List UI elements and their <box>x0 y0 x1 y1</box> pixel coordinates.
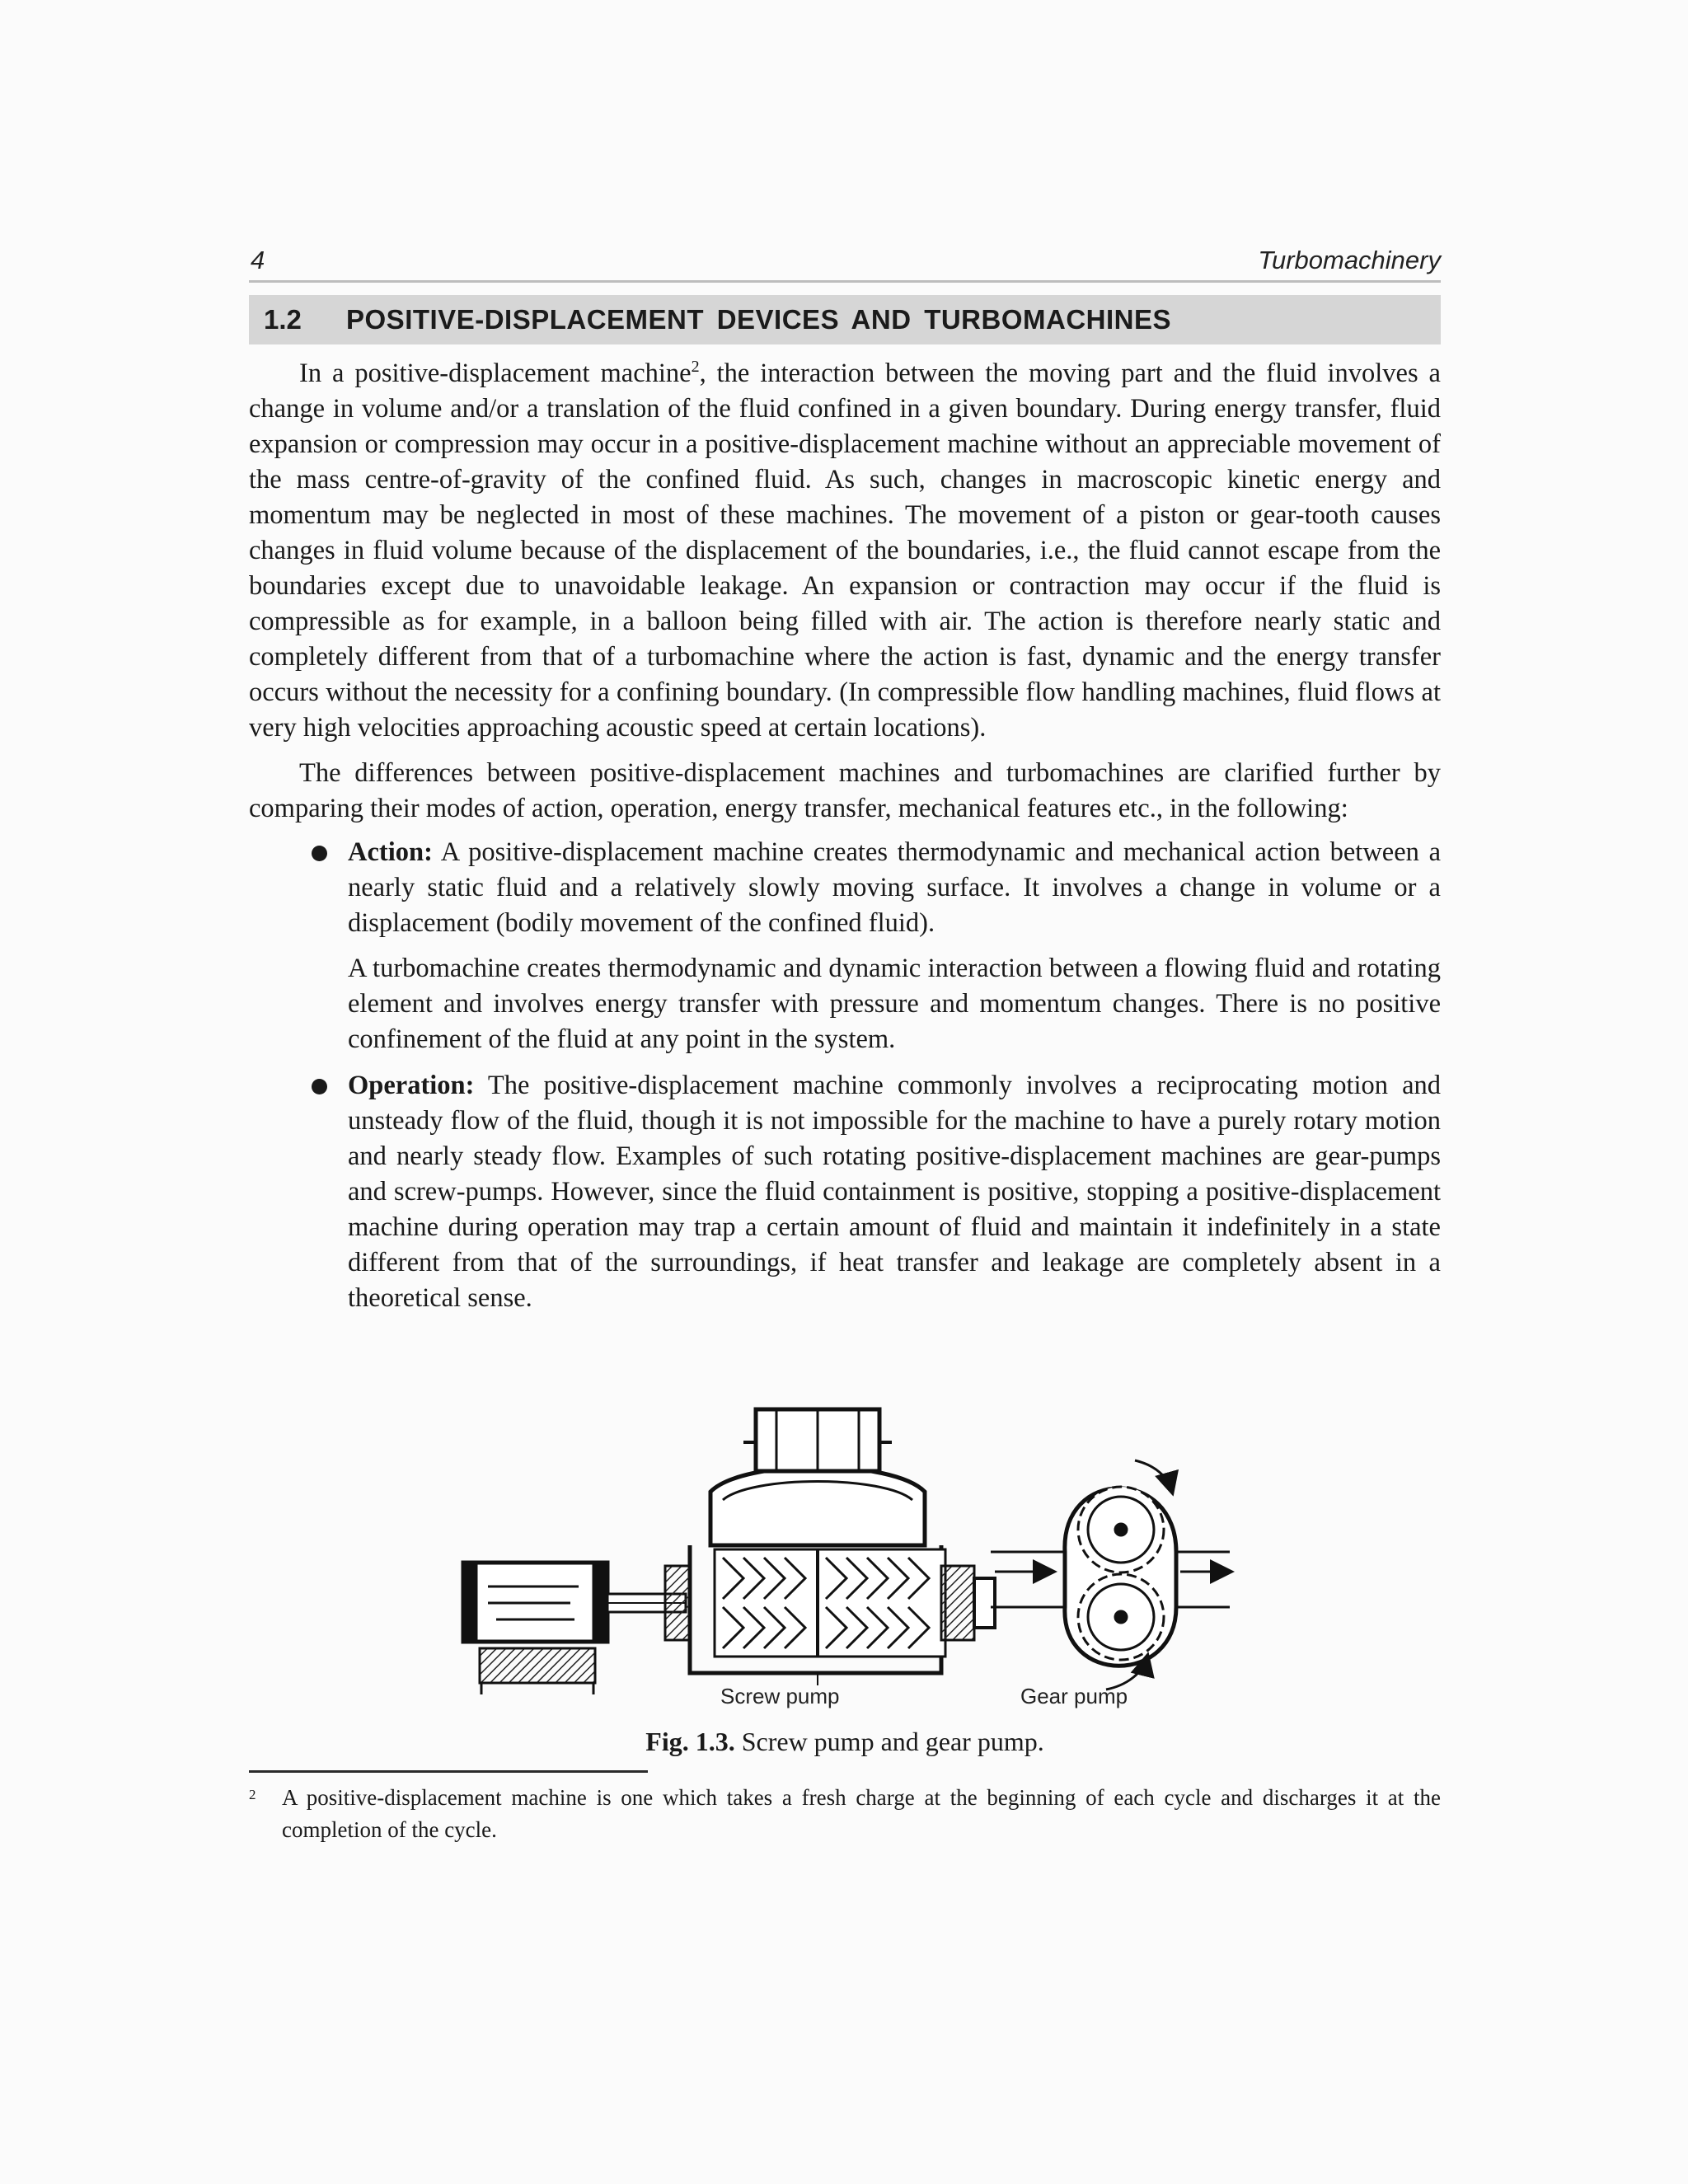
bullet-dot-icon <box>312 1079 327 1094</box>
footnote-reference: 2 <box>691 358 700 377</box>
screw-pump-label: Screw pump <box>720 1684 840 1708</box>
footnote-text: A positive-displacement machine is one which takes a fresh charge at the beginning of each cycle and discharges it at the completion of the cycle. <box>282 1785 1441 1842</box>
footnote <box>249 1782 1441 1846</box>
bullet-operation <box>249 1068 1441 1316</box>
rotation-arrow-icon <box>1135 1460 1172 1492</box>
motor-icon <box>463 1563 607 1694</box>
comparison-list <box>249 835 1441 1316</box>
bullet-dot-icon <box>312 846 327 861</box>
bullet-action-text-2: A turbomachine creates thermodynamic and dynamic interaction between a flowing fluid and rotating element and involves energy transfer with pressure and momentum changes. There is no positive confinement of the fluid at any point in the system. <box>348 954 1441 1054</box>
bullet-operation-term: Operation: <box>348 1071 475 1100</box>
gear-pump-drawing <box>991 1460 1230 1690</box>
body-text <box>249 356 1441 1316</box>
footnote-divider <box>249 1770 648 1773</box>
gear-pump-label: Gear pump <box>1020 1684 1128 1708</box>
bullet-operation-text <box>348 1068 1441 1316</box>
gear-top-icon <box>1078 1487 1164 1572</box>
pump-illustrations <box>249 1401 1441 1731</box>
bullet-action-body: A positive-displacement machine creates thermodynamic and mechanical action between a nearly static fluid and a relatively slowly moving surface. It involves a change in volume or a displacement (bodily movement of the confined fluid). <box>348 837 1441 938</box>
bullet-action-term: Action: <box>348 837 433 867</box>
section-number: 1.2 <box>264 304 302 335</box>
running-title: Turbomachinery <box>1258 246 1441 274</box>
gear-bottom-icon <box>1078 1574 1164 1660</box>
running-header <box>249 244 1441 283</box>
bullet-action <box>249 835 1441 1057</box>
figure-number: Fig. 1.3. <box>645 1727 735 1756</box>
page-number: 4 <box>251 246 265 274</box>
bullet-operation-body: The positive-displacement machine commonly involves a reciprocating motion and unsteady flow of the fluid, though it is not impossible for the machine to have a purely rotary motion and nearly steady flow. Examples of such rotating positive-displacement machines are gear-pumps and screw-pumps. However, since the fluid containment is positive, stopping a positive-displacement machine during operation may trap a certain amount of fluid and maintain it indefinitely in a state different from that of the surroundings, if heat transfer and leakage are completely absent in a theoretical sense. <box>348 1071 1441 1313</box>
bullet-action-text <box>348 835 1441 941</box>
figure-caption <box>249 1727 1441 1757</box>
section-title: POSITIVE-DISPLACEMENT DEVICES AND TURBOMACHINES <box>346 304 1172 335</box>
paragraph-intro <box>249 356 1441 746</box>
screw-pump-drawing <box>463 1409 995 1694</box>
paragraph-differences: The differences between positive-displacement machines and turbomachines are clarified further by comparing their modes of action, operation, energy transfer, mechanical features etc., in the following: <box>249 758 1441 823</box>
paragraph-intro-rest: , the interaction between the moving part and the fluid involves a change in volume and/or a translation of the fluid confined in a given boundary. During energy transfer, fluid expansion or compression may occur in a positive-displacement machine without an appreciable movement of the mass centre-of-gravity of the confined fluid. As such, changes in macroscopic kinetic energy and momentum may be neglected in most of these machines. The movement of a piston or gear-tooth causes changes in fluid volume because of the displacement of the boundaries, i.e., the fluid cannot escape from the boundaries except due to unavoidable leakage. An expansion or contraction may occur if the fluid is compressible as for example, in a balloon being filled with air. The action is therefore nearly static and completely different from that of a turbomachine where the action is fast, dynamic and the energy transfer occurs without the necessity for a confining boundary. (In compressible flow handling machines, fluid flows at very high velocities approaching acoustic speed at certain locations). <box>249 359 1441 743</box>
screw-rotors-icon <box>715 1549 945 1657</box>
footnote-mark: 2 <box>249 1787 256 1802</box>
figure-pumps <box>249 1401 1441 1731</box>
paragraph-intro-start: In a positive-displacement machine <box>299 359 692 388</box>
figure-caption-text: Screw pump and gear pump. <box>734 1727 1044 1756</box>
section-heading <box>249 295 1441 344</box>
